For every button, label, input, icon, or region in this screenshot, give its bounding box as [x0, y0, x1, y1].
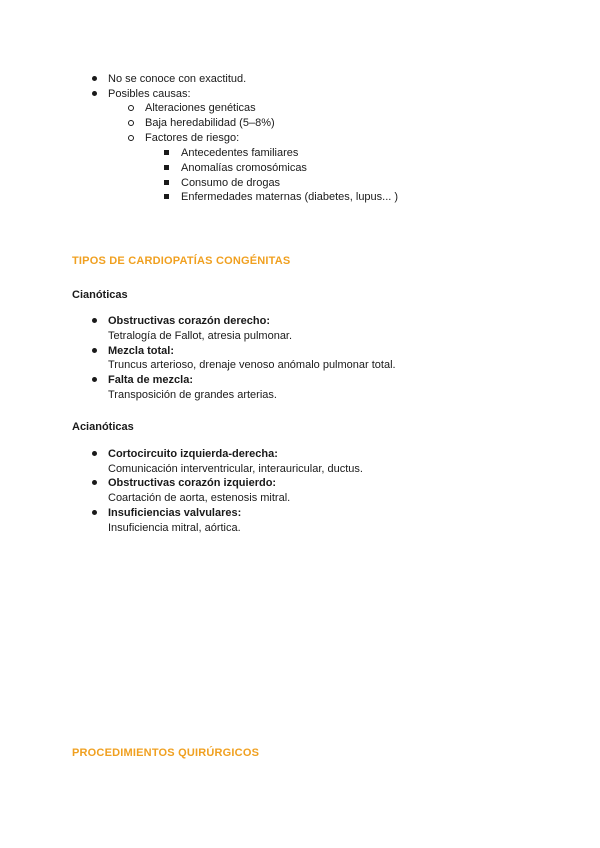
list-item-text: Antecedentes familiares [181, 147, 299, 159]
bullet-square-icon [164, 150, 169, 155]
bullet-square-icon [164, 180, 169, 185]
bullet-disc-icon [92, 510, 97, 515]
section-heading-tipos: TIPOS DE CARDIOPATÍAS CONGÉNITAS [72, 255, 291, 267]
bullet-disc-icon [92, 76, 97, 81]
bullet-disc-icon [92, 480, 97, 485]
bullet-disc-icon [92, 91, 97, 96]
bullet-disc-icon [92, 451, 97, 456]
list-item-text: Posibles causas: [108, 88, 191, 100]
list-item-label: Obstructivas corazón izquierdo: [108, 477, 277, 489]
list-item-text: Anomalías cromosómicas [181, 162, 307, 174]
list-item-text: Baja heredabilidad (5–8%) [145, 117, 275, 129]
bullet-disc-icon [92, 318, 97, 323]
list-item-label: Mezcla total: [108, 345, 175, 357]
section-heading-procedimientos: PROCEDIMIENTOS QUIRÚRGICOS [72, 747, 260, 759]
list-item-text: Factores de riesgo: [145, 132, 240, 144]
list-item-detail-text: Truncus arterioso, drenaje venoso anómalo pulmonar total. [108, 359, 396, 371]
bullet-circle-icon [128, 105, 134, 111]
list-item-label: Falta de mezcla: [108, 374, 193, 386]
subheading-cianoticas: Cianóticas [72, 289, 128, 301]
list-item-detail-text: Tetralogía de Fallot, atresia pulmonar. [108, 330, 293, 342]
subheading-acianoticas: Acianóticas [72, 421, 134, 433]
bullet-circle-icon [128, 135, 134, 141]
bullet-square-icon [164, 194, 169, 199]
list-item-text: Consumo de drogas [181, 177, 281, 189]
bullet-circle-icon [128, 120, 134, 126]
list-item-detail-text: Insuficiencia mitral, aórtica. [108, 522, 241, 534]
list-item-detail-text: Transposición de grandes arterias. [108, 389, 277, 401]
list-item-text: No se conoce con exactitud. [108, 73, 247, 85]
list-item-label: Obstructivas corazón derecho: [108, 315, 270, 327]
bullet-disc-icon [92, 348, 97, 353]
bullet-square-icon [164, 165, 169, 170]
list-item-text: Enfermedades maternas (diabetes, lupus... ) [181, 191, 399, 203]
list-item-detail-text: Comunicación interventricular, interauricular, ductus. [108, 463, 363, 475]
bullet-disc-icon [92, 377, 97, 382]
list-item-detail-text: Coartación de aorta, estenosis mitral. [108, 492, 291, 504]
list-item-label: Cortocircuito izquierda-derecha: [108, 448, 278, 460]
list-item-text: Alteraciones genéticas [145, 102, 256, 114]
list-item-label: Insuficiencias valvulares: [108, 507, 242, 519]
